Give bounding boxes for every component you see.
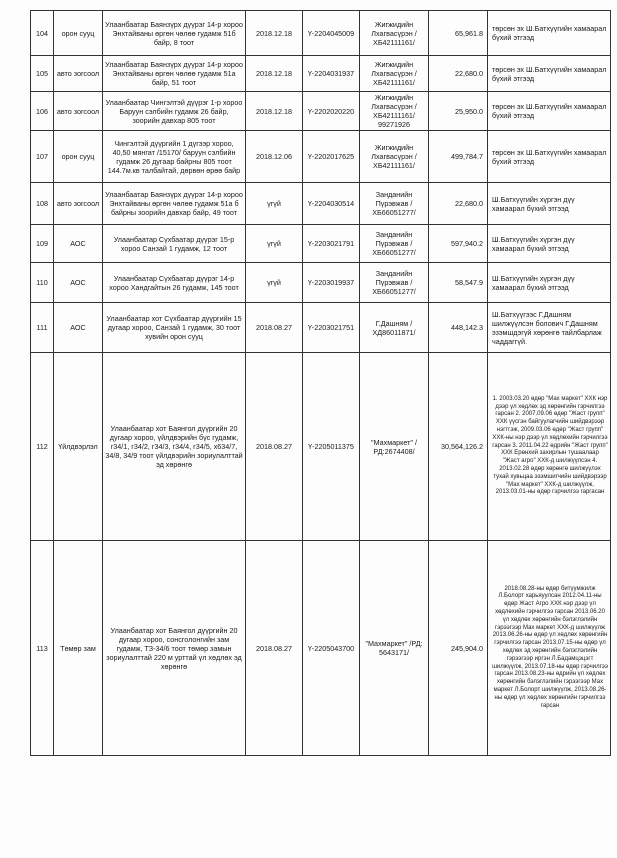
table-row (31, 92, 611, 131)
row-number: 107 (31, 131, 54, 183)
certificate-number: Ү-2203019937 (303, 263, 360, 303)
certificate-number: Ү-2205011375 (303, 353, 360, 541)
property-type: АОС (54, 225, 103, 263)
value: 499,784.7 (429, 131, 488, 183)
owner: Жигжидийн Лхагвасүрэн /ХБ42111161/ (360, 131, 429, 183)
registration-date: 2018.12.18 (246, 11, 303, 56)
property-address: Улаанбаатар хот Баянгол дүүргийн 20 дугаар хороо, сонсголонгийн зам гудамж, ТЗ-34/6 тоот төмөр замын зориулалттай 220 м урттай үл хөдлөх эд хөрөнгө (103, 541, 246, 756)
owner: Занданийн Пүрэвжав /ХБ66051277/ (360, 225, 429, 263)
owner: Жигжидийн Лхагвасүрэн /ХБ42111161/ (360, 11, 429, 56)
owner: Занданийн Пүрэвжав /ХБ66051277/ (360, 263, 429, 303)
property-table (30, 10, 611, 756)
property-address: Улаанбаатар Чингэлтэй дүүрэг 1-р хороо Баруун сэлбийн гудамж 26 байр, зоорийн давхар 805 тоот (103, 92, 246, 131)
property-type: Үйлдвэрлэл (54, 353, 103, 541)
relation-note: Ш.Батхүүгээс Г.Дашням шилжүүлсэн болович Г.Дашням эзэмшдэгүй хөрөнгө тайлбарлаж чаддаггүй. (488, 303, 611, 353)
value: 58,547.9 (429, 263, 488, 303)
relation-note: Ш.Батхүүгийн хүргэн дүү хамаарал бүхий этгээд (488, 183, 611, 225)
property-type: АОС (54, 263, 103, 303)
registration-date: 2018.08.27 (246, 303, 303, 353)
registration-date: үгүй (246, 225, 303, 263)
owner: Г.Дашням /ХД86011871/ (360, 303, 429, 353)
property-address: Улаанбаатар Сүхбаатар дүүрэг 15-р хороо Санзай 1 гудамж, 12 тоот (103, 225, 246, 263)
value: 30,564,126.2 (429, 353, 488, 541)
table-row (31, 353, 611, 541)
registration-date: үгүй (246, 263, 303, 303)
relation-note: Ш.Батхүүгийн хүргэн дүү хамаарал бүхий этгээд (488, 225, 611, 263)
property-address: Улаанбаатар Баянзүрх дүүрэг 14-р хороо Энхтайваны өргөн чөлөө гудамж 51а байр, 51 тоот (103, 56, 246, 92)
registration-date: 2018.08.27 (246, 541, 303, 756)
registration-date: 2018.12.18 (246, 56, 303, 92)
table-row (31, 183, 611, 225)
registration-date: 2018.12.06 (246, 131, 303, 183)
certificate-number: Ү-2203021751 (303, 303, 360, 353)
property-type: АОС (54, 303, 103, 353)
row-number: 109 (31, 225, 54, 263)
property-address: Улаанбаатар Баянзүрх дүүрэг 14-р хороо Энхтайваны өргөн чөлөө гудамж 51а б байрны зоорийн давхар байр, 49 тоот (103, 183, 246, 225)
row-number: 108 (31, 183, 54, 225)
property-address: Улаанбаатар Баянзүрх дүүрэг 14-р хороо Энхтайваны өргөн чөлөө гудамж 51б байр, 8 тоот (103, 11, 246, 56)
history-note: 1. 2003.03.20 өдөр "Мах маркет" ХХК нэр дээр үл хөдлөх эд хөрөнгийн гэрчилгээ гарсан 2. 2007.09.06 өдөр "Жаст групп" ХХК үүсгэн байгуулагчийн шийдвэрээр нэгтгэж, 2009.03.06 өдөр "Жаст групп" ХХК-ны нэр дээр үл хөдлөхийн гэрчилгээ гарсан 3. 2011.04.22 өдрийн "Жаст групп" ХХК Ерөнхий захирлын тушаалаар "Жаст агро" ХХК-д шилжүүлсэн 4. 2013.02.28 өдөр хөрөнгө шилжүүлэх тухай хувьцаа эзэмшигчийн шийдвэрээр "Мах маркет" ХХК-д шилжүүлж, 2013.03.01-ны өдөр гэрчилгээ гаргасан (488, 353, 611, 541)
property-address: Улаанбаатар хот Баянгол дүүргийн 20 дугаар хороо, үйлдвэрийн бүс гудамж, г34/1, г34/2, г34/3, г34/4, г34/5, х634/7, 34/8, 34/9 тоот үйлдвэрийн зориулалттай эд хөрөнгө (103, 353, 246, 541)
table-row (31, 11, 611, 56)
value: 597,940.2 (429, 225, 488, 263)
owner: "Махмаркет" /РД: 5643171/ (360, 541, 429, 756)
table-row (31, 303, 611, 353)
certificate-number: Ү-2204031937 (303, 56, 360, 92)
owner: Жигжидийн Лхагвасүрэн /ХБ42111161/ (360, 56, 429, 92)
owner: Занданийн Пүрэвжав /ХБ66051277/ (360, 183, 429, 225)
property-type: авто зогсоол (54, 56, 103, 92)
owner: Жигжидийн Лхагвасүрэн /ХБ42111161/ 99271926 (360, 92, 429, 131)
property-type: орон сууц (54, 131, 103, 183)
value: 22,680.0 (429, 183, 488, 225)
table-row (31, 131, 611, 183)
owner: "Махмаркет" /РД:2674408/ (360, 353, 429, 541)
property-address: Улаанбаатар хот Сүхбаатар дүүргийн 15 дугаар хороо, Санзай 1 гудамж, 30 тоот хувийн орон сууц (103, 303, 246, 353)
row-number: 111 (31, 303, 54, 353)
table-row (31, 56, 611, 92)
value: 448,142.3 (429, 303, 488, 353)
registration-date: 2018.08.27 (246, 353, 303, 541)
property-address: Чингэлтэй дүүргийн 1 дүгээр хороо, 40,50 мянгат /15170/ баруун сэлбийн гудамж 26 дугаар байрны 805 тоот 144.7м.кв талбайтай, дөрвөн өрөө байр (103, 131, 246, 183)
certificate-number: Ү-2202020220 (303, 92, 360, 131)
table-row (31, 541, 611, 756)
value: 25,950.0 (429, 92, 488, 131)
relation-note: Ш.Батхүүгийн хүргэн дүү хамаарал бүхий этгээд (488, 263, 611, 303)
property-type: авто зогсоол (54, 183, 103, 225)
property-type: орон сууц (54, 11, 103, 56)
property-address: Улаанбаатар Сүхбаатар дүүрэг 14-р хороо Хандгайтын 26 гудамж, 145 тоот (103, 263, 246, 303)
row-number: 112 (31, 353, 54, 541)
value: 245,904.0 (429, 541, 488, 756)
history-note: 2018.08.28-ны өдөр битүүмжилж Л.Болорт харьяуулсан 2012.04.11-ны өдөр Жаст Агро ХХК нэр дээр үл хөдлөхийн гэрчилгээ гарсан 2013.06.20 үл хөдлөх хөрөнгийн бэлэглэлийн гэрээгээр Мах маркет ХХК-д шилжүүлж 2013.06.26-ны өдөр үл хөдлөх хөрөнгийн гэрчилгээ гарсан 2013.07.15-ны өдөр үл хөдлөх эд хөрөнгийн бэлэглэлийн гэрээгээр иргэн Л.Бадамцэцэгт шилжүүлж, 2013.07.18-ны өдөр гэрчилгээ гарсан 2013.08.23-ны өдрийн үл хөдлөх хөрөнгийн бэлэглэлийн гэрээгээр Мах маркет Л.Болорт шилжүүлж, 2013.08.26-ны өдөр үл хөдлөх хөрөнгийн гэрчилгээ гарсан (488, 541, 611, 756)
row-number: 105 (31, 56, 54, 92)
row-number: 113 (31, 541, 54, 756)
row-number: 106 (31, 92, 54, 131)
certificate-number: Ү-2204045009 (303, 11, 360, 56)
registration-date: үгүй (246, 183, 303, 225)
certificate-number: Ү-2205043700 (303, 541, 360, 756)
table-row (31, 263, 611, 303)
property-type: авто зогсоол (54, 92, 103, 131)
certificate-number: Ү-2204030514 (303, 183, 360, 225)
relation-note: төрсөн эх Ш.Батхүүгийн хамаарал бүхий этгээд (488, 56, 611, 92)
row-number: 110 (31, 263, 54, 303)
value: 65,961.8 (429, 11, 488, 56)
certificate-number: Ү-2203021791 (303, 225, 360, 263)
relation-note: төрсөн эх Ш.Батхүүгийн хамаарал бүхий этгээд (488, 11, 611, 56)
registration-date: 2018.12.18 (246, 92, 303, 131)
table-row (31, 225, 611, 263)
relation-note: төрсөн эх Ш.Батхүүгийн хамаарал бүхий этгээд (488, 131, 611, 183)
relation-note: төрсөн эх Ш.Батхүүгийн хамаарал бүхий этгээд (488, 92, 611, 131)
value: 22,680.0 (429, 56, 488, 92)
certificate-number: Ү-2202017625 (303, 131, 360, 183)
property-type: Төмөр зам (54, 541, 103, 756)
row-number: 104 (31, 11, 54, 56)
